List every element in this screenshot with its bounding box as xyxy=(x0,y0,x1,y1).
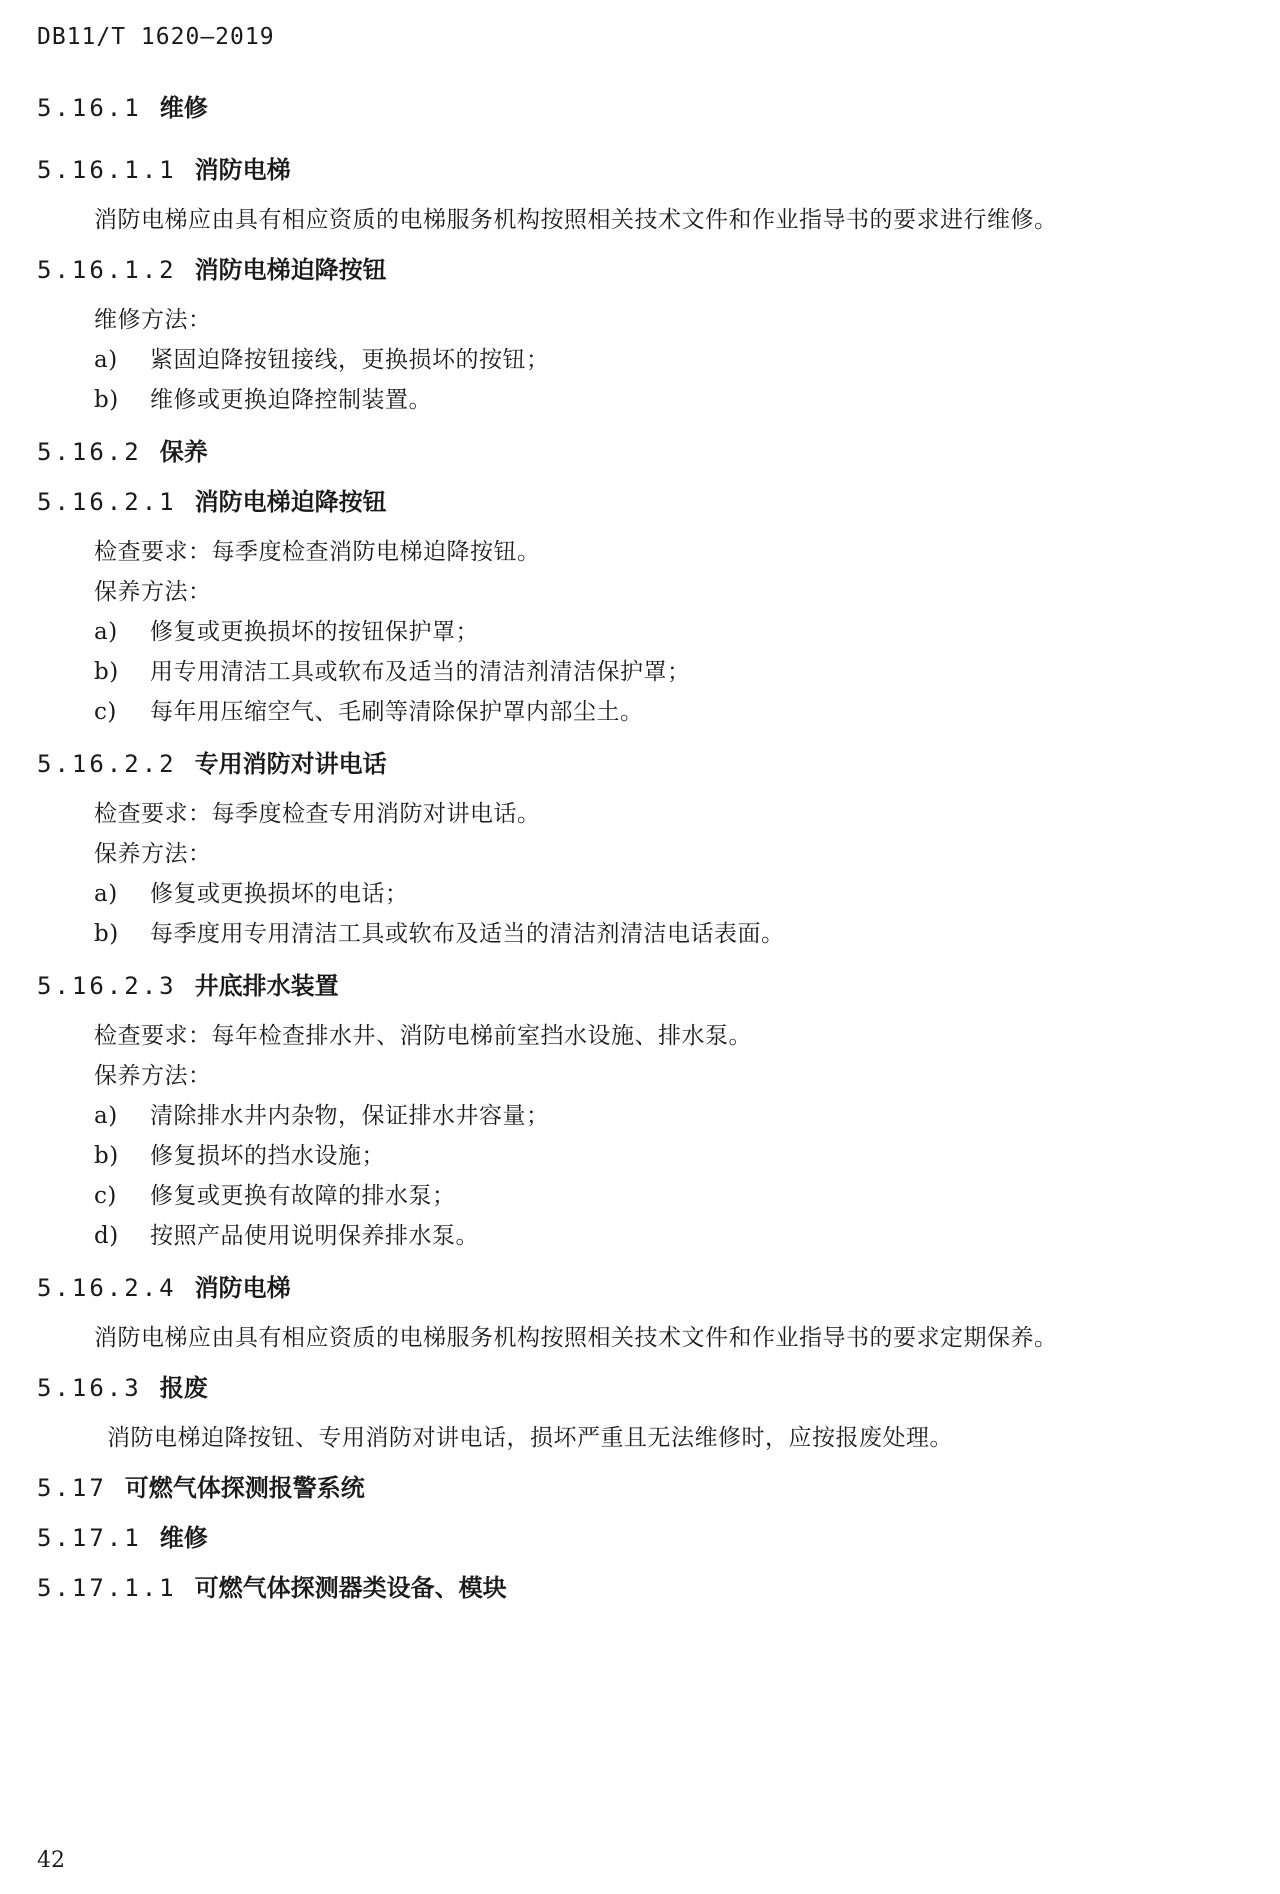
section-number: 5.16.1.2 xyxy=(37,256,177,284)
list-item-text: 每年用压缩空气、毛刷等清除保护罩内部尘土。 xyxy=(150,699,644,725)
section-title: 可燃气体探测器类设备、模块 xyxy=(194,1574,507,1602)
section-heading-5-17-1-1 xyxy=(37,1568,1247,1608)
list-marker: c) xyxy=(94,699,117,725)
method-label: 维修方法： xyxy=(94,307,212,333)
section-heading-5-16-1-2 xyxy=(37,250,1247,290)
method-label: 保养方法： xyxy=(94,841,212,867)
list-item xyxy=(37,1216,1247,1256)
list-item-text: 按照产品使用说明保养排水泵。 xyxy=(150,1223,479,1249)
list-item xyxy=(37,1096,1247,1136)
section-number: 5.16.2.3 xyxy=(37,972,177,1000)
list-marker: b) xyxy=(94,659,119,685)
list-marker: b) xyxy=(94,387,119,413)
section-number: 5.17.1.1 xyxy=(37,1574,177,1602)
list-marker: d) xyxy=(94,1223,119,1249)
list-item-text: 紧固迫降按钮接线，更换损坏的按钮； xyxy=(150,347,550,373)
section-heading-5-16-2-4 xyxy=(37,1268,1247,1308)
list-item xyxy=(37,1176,1247,1216)
section-title: 消防电梯 xyxy=(194,1274,291,1302)
list-marker: b) xyxy=(94,1143,119,1169)
section-heading-5-16-3 xyxy=(37,1368,1247,1408)
section-title: 井底排水装置 xyxy=(194,972,339,1000)
list-item-text: 维修或更换迫降控制装置。 xyxy=(150,387,432,413)
list-item xyxy=(37,692,1247,732)
method-label: 保养方法： xyxy=(94,1063,212,1089)
section-heading-5-16-1-1 xyxy=(37,150,1247,190)
paragraph: 消防电梯应由具有相应资质的电梯服务机构按照相关技术文件和作业指导书的要求进行维修。 xyxy=(94,207,1058,233)
paragraph: 消防电梯迫降按钮、专用消防对讲电话，损坏严重且无法维修时，应按报废处理。 xyxy=(107,1425,953,1451)
section-title: 报废 xyxy=(159,1374,208,1402)
list-item xyxy=(37,652,1247,692)
list-item xyxy=(37,340,1247,380)
method-label: 保养方法： xyxy=(94,579,212,605)
list-item-text: 修复或更换损坏的电话； xyxy=(150,881,409,907)
section-heading-5-17-1 xyxy=(37,1518,1247,1558)
list-item-text: 用专用清洁工具或软布及适当的清洁剂清洁保护罩； xyxy=(150,659,691,685)
section-heading-5-16-2-2 xyxy=(37,744,1247,784)
section-number: 5.16.2 xyxy=(37,438,142,466)
document-body xyxy=(37,88,1247,1608)
section-title: 维修 xyxy=(159,94,208,122)
section-title: 专用消防对讲电话 xyxy=(194,750,387,778)
list-marker: c) xyxy=(94,1183,117,1209)
page-number: 42 xyxy=(37,1848,65,1873)
section-number: 5.16.2.2 xyxy=(37,750,177,778)
section-number: 5.16.1 xyxy=(37,94,142,122)
section-number: 5.16.2.1 xyxy=(37,488,177,516)
list-item xyxy=(37,874,1247,914)
list-item-text: 清除排水井内杂物，保证排水井容量； xyxy=(150,1103,550,1129)
section-number: 5.16.2.4 xyxy=(37,1274,177,1302)
list-item-text: 修复或更换有故障的排水泵； xyxy=(150,1183,456,1209)
list-item xyxy=(37,612,1247,652)
list-item xyxy=(37,380,1247,420)
section-number: 5.17 xyxy=(37,1474,107,1502)
section-heading-5-16-2-3 xyxy=(37,966,1247,1006)
section-number: 5.16.3 xyxy=(37,1374,142,1402)
section-title: 消防电梯迫降按钮 xyxy=(194,488,387,516)
section-number: 5.17.1 xyxy=(37,1524,142,1552)
section-title: 维修 xyxy=(159,1524,208,1552)
check-requirement: 检查要求：每季度检查专用消防对讲电话。 xyxy=(94,801,541,827)
section-title: 消防电梯 xyxy=(194,156,291,184)
section-title: 可燃气体探测报警系统 xyxy=(124,1474,365,1502)
document-code: DB11/T 1620—2019 xyxy=(37,24,275,50)
list-item-text: 修复损坏的挡水设施； xyxy=(150,1143,385,1169)
list-marker: a) xyxy=(94,619,118,645)
section-title: 保养 xyxy=(159,438,208,466)
section-number: 5.16.1.1 xyxy=(37,156,177,184)
list-item-text: 每季度用专用清洁工具或软布及适当的清洁剂清洁电话表面。 xyxy=(150,921,785,947)
list-marker: a) xyxy=(94,881,118,907)
list-item-text: 修复或更换损坏的按钮保护罩； xyxy=(150,619,479,645)
section-heading-5-16-1 xyxy=(37,88,1247,128)
check-requirement: 检查要求：每年检查排水井、消防电梯前室挡水设施、排水泵。 xyxy=(94,1023,752,1049)
check-requirement: 检查要求：每季度检查消防电梯迫降按钮。 xyxy=(94,539,541,565)
paragraph: 消防电梯应由具有相应资质的电梯服务机构按照相关技术文件和作业指导书的要求定期保养。 xyxy=(94,1325,1058,1351)
section-title: 消防电梯迫降按钮 xyxy=(194,256,387,284)
list-item xyxy=(37,1136,1247,1176)
list-item xyxy=(37,914,1247,954)
list-marker: b) xyxy=(94,921,119,947)
section-heading-5-16-2 xyxy=(37,432,1247,472)
list-marker: a) xyxy=(94,347,118,373)
section-heading-5-17 xyxy=(37,1468,1247,1508)
list-marker: a) xyxy=(94,1103,118,1129)
section-heading-5-16-2-1 xyxy=(37,482,1247,522)
